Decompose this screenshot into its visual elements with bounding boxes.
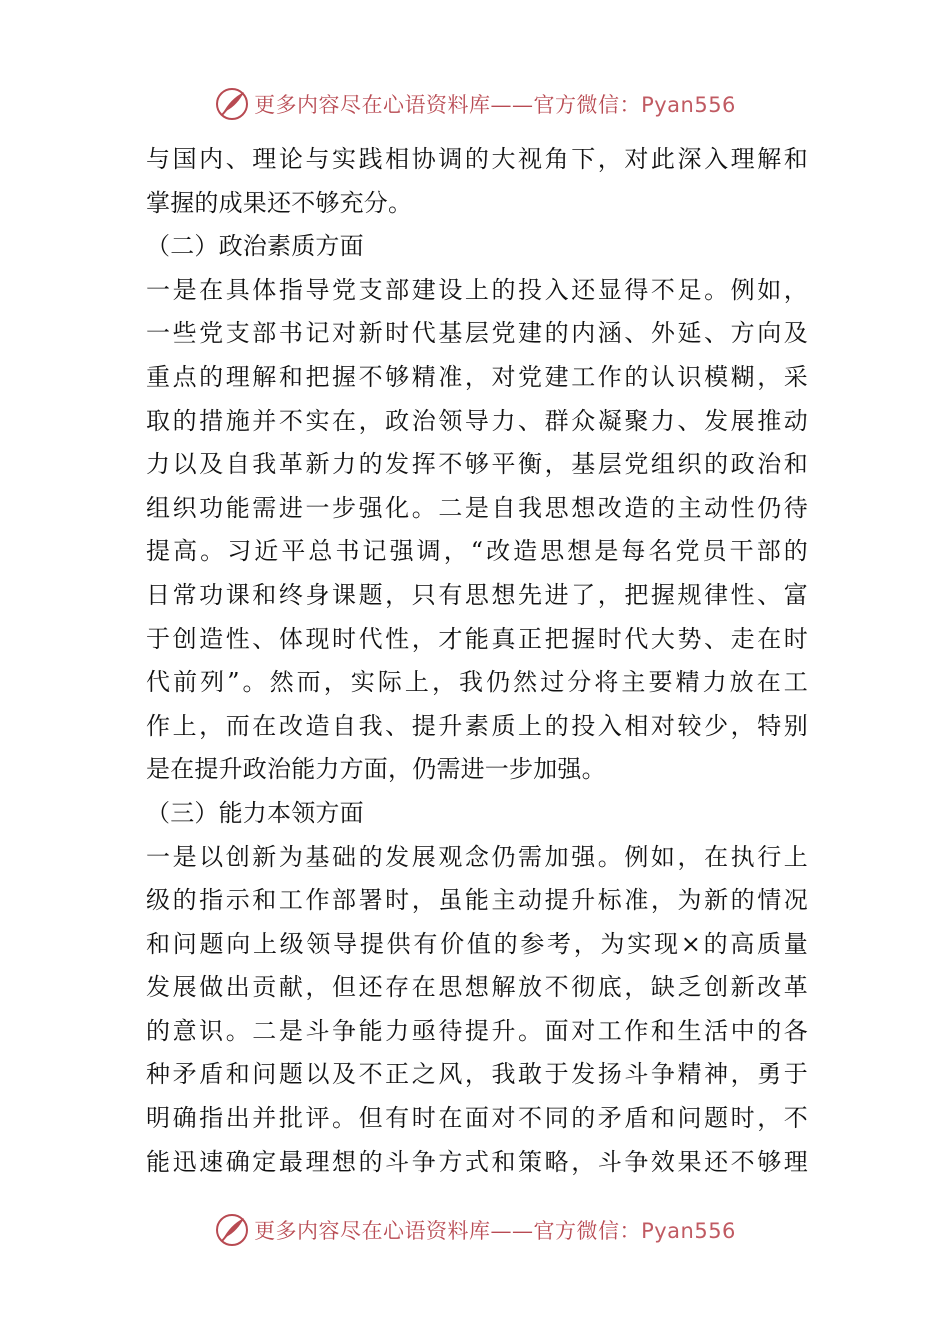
text-line: 是在提升政治能力方面，仍需进一步加强。: [146, 755, 606, 784]
text-line: 代前列”。然而，实际上，我仍然过分将主要精力放在工: [146, 668, 808, 697]
text-line: 日常功课和终身课题，只有思想先进了，把握规律性、富: [146, 580, 808, 609]
text-line: （三）能力本领方面: [146, 798, 364, 827]
banner-text: 更多内容尽在心语资料库——官方微信：Pyan556: [254, 1219, 736, 1243]
feather-pen-icon: [214, 1212, 250, 1248]
text-line: 级的指示和工作部署时，虽能主动提升标准，为新的情况: [146, 886, 808, 915]
text-line: 明确指出并批评。但有时在面对不同的矛盾和问题时，不: [146, 1104, 808, 1133]
document-body: [146, 138, 808, 1184]
text-line: 发展做出贡献，但还存在思想解放不彻底，缺乏创新改革: [146, 973, 808, 1002]
text-line: 的意识。二是斗争能力亟待提升。面对工作和生活中的各: [146, 1016, 808, 1045]
text-line: 一是以创新为基础的发展观念仍需加强。例如，在执行上: [146, 842, 808, 871]
text-line: 取的措施并不实在，政治领导力、群众凝聚力、发展推动: [146, 406, 808, 435]
text-line: 种矛盾和问题以及不正之风，我敢于发扬斗争精神，勇于: [146, 1060, 808, 1089]
text-line: 于创造性、体现时代性，才能真正把握时代大势、走在时: [146, 624, 808, 653]
text-line: 和问题向上级领导提供有价值的参考，为实现×的高质量: [146, 929, 808, 958]
text-line: 作上，而在改造自我、提升素质上的投入相对较少，特别: [146, 711, 808, 740]
text-line: 能迅速确定最理想的斗争方式和策略，斗争效果还不够理: [146, 1147, 808, 1176]
wechat-id: Pyan556: [641, 93, 736, 117]
text-line: 一是在具体指导党支部建设上的投入还显得不足。例如，: [146, 275, 808, 304]
banner-text: 更多内容尽在心语资料库——官方微信：Pyan556: [254, 93, 736, 117]
text-line: （二）政治素质方面: [146, 232, 364, 261]
header-banner: [0, 82, 950, 126]
text-line: 一些党支部书记对新时代基层党建的内涵、外延、方向及: [146, 319, 808, 348]
text-line: 与国内、理论与实践相协调的大视角下，对此深入理解和: [146, 145, 808, 173]
text-line: 掌握的成果还不够充分。: [146, 188, 413, 217]
footer-banner: [0, 1208, 950, 1252]
text-line: 重点的理解和把握不够精准，对党建工作的认识模糊，采: [146, 362, 808, 391]
text-line: 组织功能需进一步强化。二是自我思想改造的主动性仍待: [146, 493, 808, 522]
wechat-id: Pyan556: [641, 1219, 736, 1243]
text-line: 力以及自我革新力的发挥不够平衡，基层党组织的政治和: [146, 450, 808, 479]
text-line: 提高。习近平总书记强调，“改造思想是每名党员干部的: [146, 537, 808, 566]
feather-pen-icon: [214, 86, 250, 122]
